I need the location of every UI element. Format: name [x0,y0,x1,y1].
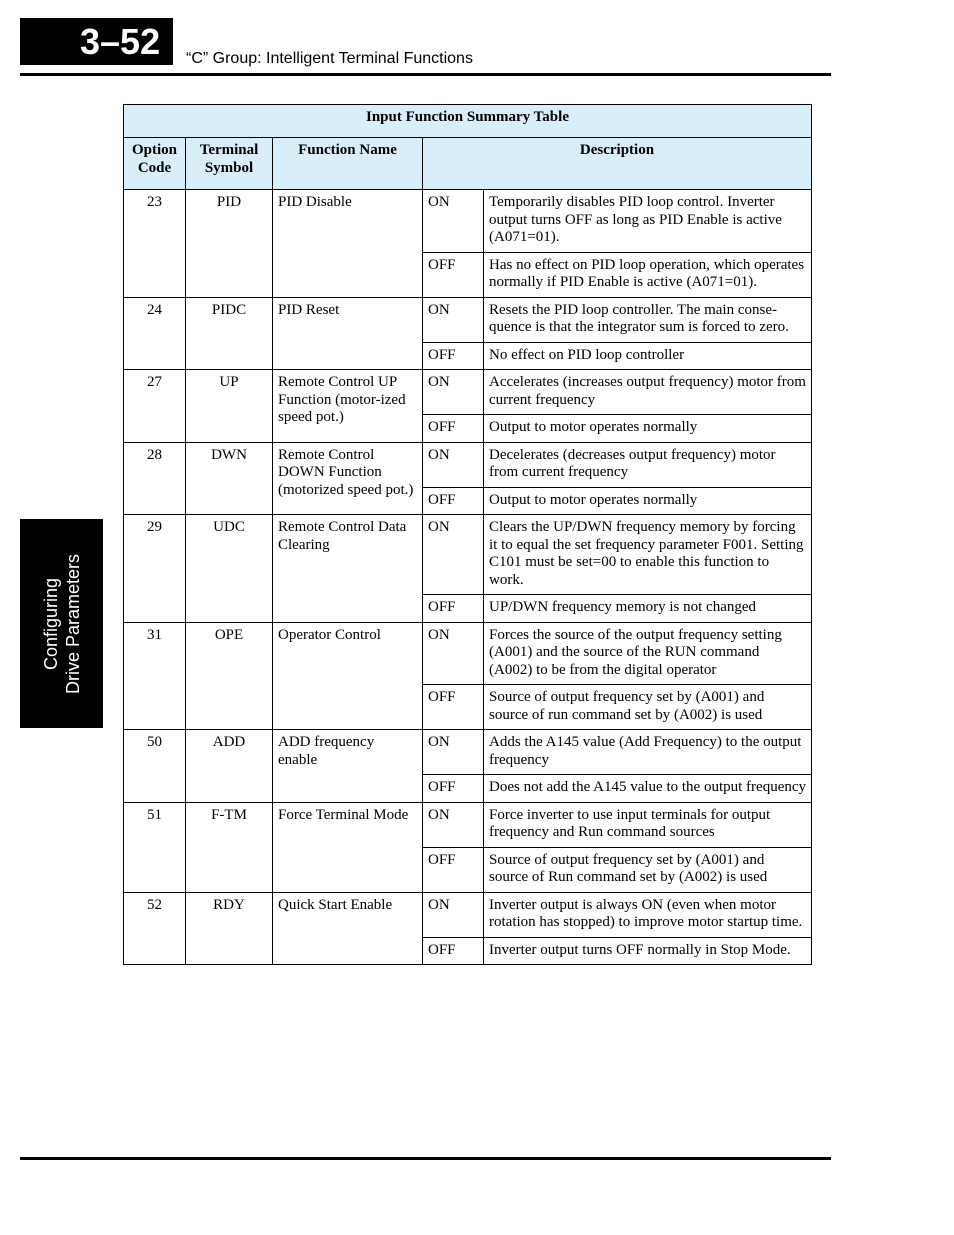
on-state-description: Clears the UP/DWN frequency memory by forcing it to equal the set frequency parameter F001. Setting C101 must be set=00 to enable this function to work. [484,515,812,595]
on-state-description: Forces the source of the output frequency setting (A001) and the source of the RUN command (A002) to be from the digital operator [484,622,812,685]
table-title: Input Function Summary Table [124,105,812,138]
function-name-cell: Remote Control UP Function (motor-ized speed pot.) [273,370,423,443]
table-row [124,515,812,595]
table-row [124,730,812,775]
on-state-description: Resets the PID loop controller. The main conse-quence is that the integrator sum is forced to zero. [484,297,812,342]
input-function-summary-table [123,104,812,965]
off-state-description: Inverter output turns OFF normally in Stop Mode. [484,937,812,965]
off-state-description: Does not add the A145 value to the output frequency [484,775,812,803]
table-title-row [124,105,812,138]
option-code-cell: 29 [124,515,186,623]
side-tab-line-1: Configuring [40,577,61,670]
on-state-label: ON [423,892,484,937]
side-tab-line-2: Drive Parameters [62,553,83,694]
option-code-cell: 27 [124,370,186,443]
terminal-symbol-cell: UDC [186,515,273,623]
column-header-option-code: Option Code [124,138,186,190]
on-state-description: Decelerates (decreases output frequency) motor from current frequency [484,442,812,487]
function-name-cell: Force Terminal Mode [273,802,423,892]
terminal-symbol-cell: PID [186,190,273,298]
on-state-description: Temporarily disables PID loop control. Inverter output turns OFF as long as PID Enable is active (A071=01). [484,190,812,253]
function-name-cell: ADD frequency enable [273,730,423,803]
on-state-label: ON [423,442,484,487]
off-state-label: OFF [423,937,484,965]
off-state-description: No effect on PID loop controller [484,342,812,370]
option-code-cell: 51 [124,802,186,892]
off-state-description: Output to motor operates normally [484,487,812,515]
terminal-symbol-cell: RDY [186,892,273,965]
off-state-description: Source of output frequency set by (A001) and source of Run command set by (A002) is used [484,847,812,892]
table-row [124,190,812,253]
page-number: 3–52 [20,18,173,65]
off-state-label: OFF [423,685,484,730]
terminal-symbol-cell: PIDC [186,297,273,370]
on-state-description: Adds the A145 value (Add Frequency) to the output frequency [484,730,812,775]
table-header-row [124,138,812,190]
off-state-label: OFF [423,252,484,297]
function-name-cell: PID Disable [273,190,423,298]
on-state-label: ON [423,190,484,253]
side-section-tab [20,519,103,728]
option-code-cell: 24 [124,297,186,370]
table-body [124,190,812,965]
function-name-cell: Quick Start Enable [273,892,423,965]
column-header-terminal-symbol: Terminal Symbol [186,138,273,190]
terminal-symbol-cell: ADD [186,730,273,803]
terminal-symbol-cell: DWN [186,442,273,515]
on-state-description: Inverter output is always ON (even when motor rotation has stopped) to improve motor startup time. [484,892,812,937]
option-code-cell: 52 [124,892,186,965]
function-name-cell: PID Reset [273,297,423,370]
table-row [124,622,812,685]
off-state-description: UP/DWN frequency memory is not changed [484,595,812,623]
on-state-label: ON [423,622,484,685]
off-state-label: OFF [423,775,484,803]
on-state-label: ON [423,297,484,342]
off-state-label: OFF [423,595,484,623]
option-code-cell: 50 [124,730,186,803]
option-code-cell: 31 [124,622,186,730]
terminal-symbol-cell: OPE [186,622,273,730]
function-name-cell: Remote Control Data Clearing [273,515,423,623]
option-code-cell: 23 [124,190,186,298]
off-state-description: Source of output frequency set by (A001) and source of run command set by (A002) is used [484,685,812,730]
off-state-label: OFF [423,487,484,515]
off-state-label: OFF [423,847,484,892]
on-state-description: Accelerates (increases output frequency) motor from current frequency [484,370,812,415]
off-state-label: OFF [423,415,484,443]
off-state-description: Has no effect on PID loop operation, which operates normally if PID Enable is active (A071=01). [484,252,812,297]
table-row [124,442,812,487]
option-code-cell: 28 [124,442,186,515]
column-header-description: Description [423,138,812,190]
function-name-cell: Operator Control [273,622,423,730]
table-row [124,802,812,847]
off-state-label: OFF [423,342,484,370]
on-state-label: ON [423,802,484,847]
off-state-description: Output to motor operates normally [484,415,812,443]
on-state-label: ON [423,515,484,595]
function-name-cell: Remote Control DOWN Function (motorized speed pot.) [273,442,423,515]
side-tab-label [40,553,84,693]
footer-divider [20,1157,831,1160]
terminal-symbol-cell: UP [186,370,273,443]
table-row [124,370,812,415]
terminal-symbol-cell: F-TM [186,802,273,892]
header-divider [20,73,831,76]
section-title: “C” Group: Intelligent Terminal Functions [186,50,473,67]
column-header-function-name: Function Name [273,138,423,190]
on-state-description: Force inverter to use input terminals for output frequency and Run command sources [484,802,812,847]
table-row [124,892,812,937]
table-row [124,297,812,342]
on-state-label: ON [423,370,484,415]
on-state-label: ON [423,730,484,775]
